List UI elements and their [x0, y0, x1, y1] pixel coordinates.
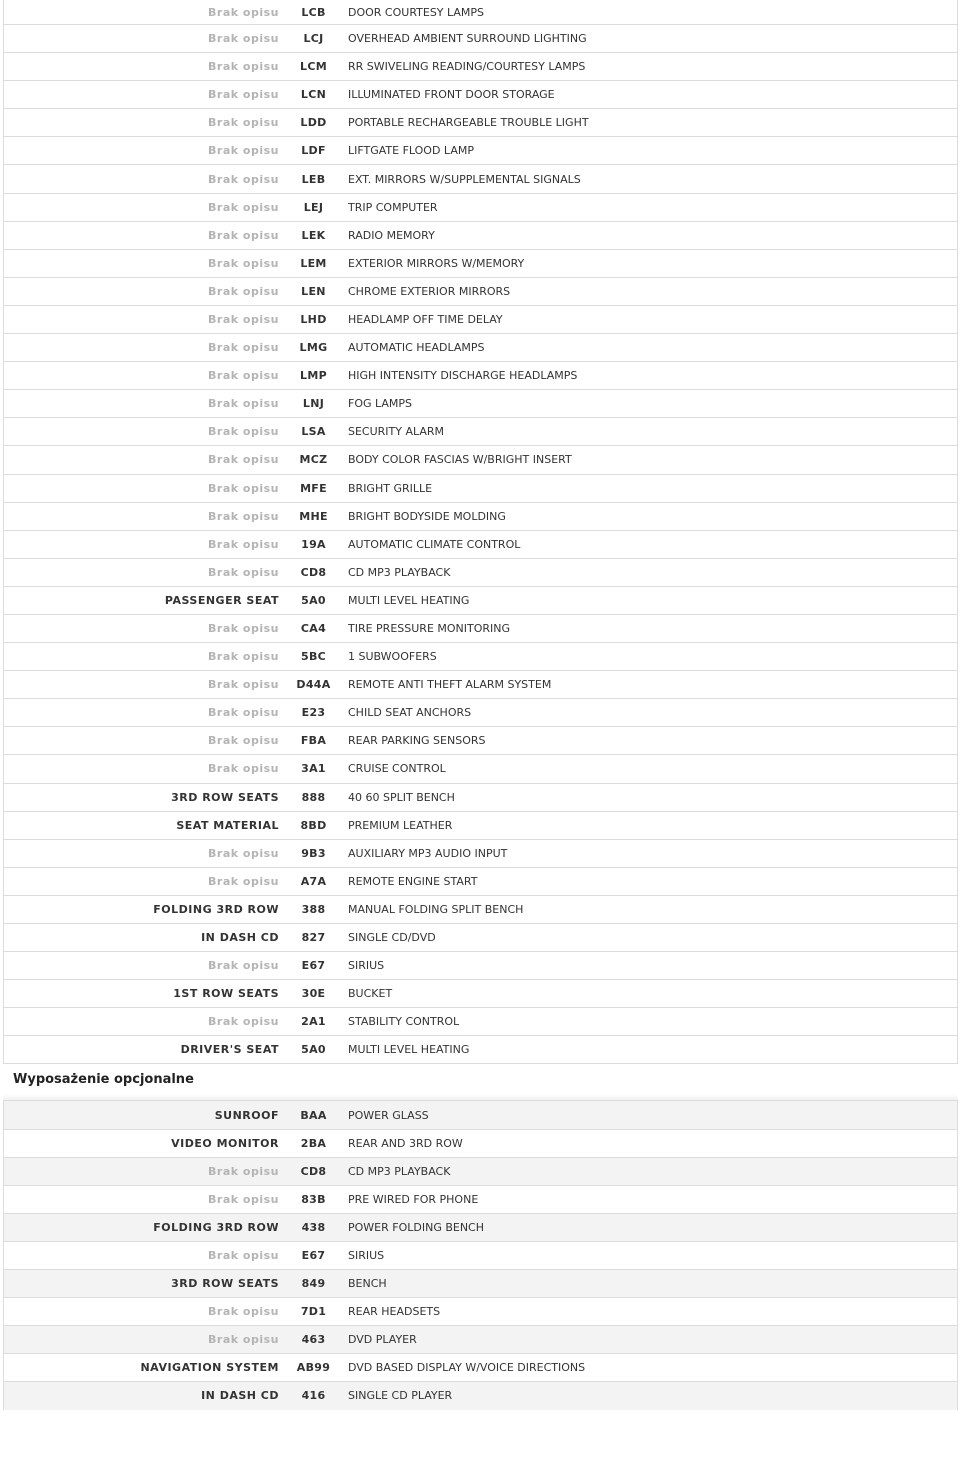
table-row	[4, 52, 957, 80]
option-code: A7A	[300, 874, 327, 888]
option-description: BENCH	[348, 1277, 387, 1291]
option-category: Brak opisu	[208, 32, 279, 46]
option-category: Brak opisu	[208, 846, 279, 860]
option-description: SECURITY ALARM	[348, 425, 445, 439]
option-category: FOLDING 3RD ROW	[153, 1220, 279, 1234]
option-code: LEN	[301, 284, 326, 298]
option-code: LDF	[301, 144, 326, 158]
option-code: LEM	[300, 256, 327, 270]
option-category: Brak opisu	[208, 959, 279, 973]
table-row	[4, 24, 957, 52]
option-code: 7D1	[300, 1305, 327, 1319]
option-description: REMOTE ANTI THEFT ALARM SYSTEM	[348, 678, 552, 692]
option-description: RADIO MEMORY	[348, 228, 435, 242]
option-category: SEAT MATERIAL	[176, 818, 279, 832]
table-row	[4, 642, 957, 670]
option-code: 849	[301, 1277, 326, 1291]
option-description: DOOR COURTESY LAMPS	[348, 5, 485, 19]
option-code: LEK	[301, 228, 326, 242]
table-row	[4, 249, 957, 277]
option-category: Brak opisu	[208, 256, 279, 270]
option-code: LDD	[300, 116, 327, 130]
option-category: Brak opisu	[208, 1164, 279, 1178]
table-row	[4, 1269, 957, 1297]
option-category: Brak opisu	[208, 312, 279, 326]
table-row	[4, 951, 957, 979]
option-code: CA4	[300, 622, 327, 636]
table-row	[4, 867, 957, 895]
option-code: 5BC	[300, 650, 326, 664]
option-category: Brak opisu	[208, 1305, 279, 1319]
table-row	[4, 783, 957, 811]
option-category: Brak opisu	[208, 537, 279, 551]
option-code: 416	[301, 1389, 326, 1403]
table-row	[4, 1241, 957, 1269]
option-category: Brak opisu	[208, 284, 279, 298]
option-category: 1ST ROW SEATS	[173, 987, 279, 1001]
option-code: LCB	[301, 5, 326, 19]
option-category: Brak opisu	[208, 1248, 279, 1262]
option-category: Brak opisu	[208, 116, 279, 130]
option-category: FOLDING 3RD ROW	[153, 902, 279, 916]
option-category: Brak opisu	[208, 678, 279, 692]
option-category: Brak opisu	[208, 706, 279, 720]
option-description: STABILITY CONTROL	[348, 1015, 460, 1029]
option-description: BRIGHT GRILLE	[348, 481, 433, 495]
option-code: 3A1	[301, 762, 326, 776]
option-category: NAVIGATION SYSTEM	[140, 1361, 279, 1375]
option-description: 40 60 SPLIT BENCH	[348, 790, 455, 804]
option-code: 30E	[301, 987, 326, 1001]
option-code: 8BD	[300, 818, 327, 832]
option-code: LSA	[301, 425, 326, 439]
option-code: LEJ	[303, 200, 324, 214]
option-description: HEADLAMP OFF TIME DELAY	[348, 312, 503, 326]
option-description: DVD PLAYER	[348, 1333, 417, 1347]
option-description: MANUAL FOLDING SPLIT BENCH	[348, 902, 524, 916]
option-code: LNJ	[302, 397, 325, 411]
option-description: EXT. MIRRORS W/SUPPLEMENTAL SIGNALS	[348, 172, 581, 186]
option-description: RR SWIVELING READING/COURTESY LAMPS	[348, 60, 586, 74]
option-description: POWER FOLDING BENCH	[348, 1220, 485, 1234]
table-row	[4, 530, 957, 558]
option-description: PREMIUM LEATHER	[348, 818, 453, 832]
option-category: Brak opisu	[208, 762, 279, 776]
option-category: IN DASH CD	[201, 1389, 279, 1403]
table-row	[4, 1297, 957, 1325]
option-category: Brak opisu	[208, 172, 279, 186]
option-category: Brak opisu	[208, 341, 279, 355]
option-category: Brak opisu	[208, 622, 279, 636]
option-description: 1 SUBWOOFERS	[348, 650, 437, 664]
option-category: Brak opisu	[208, 734, 279, 748]
table-row	[4, 754, 957, 782]
option-category: Brak opisu	[208, 425, 279, 439]
table-row	[4, 1100, 957, 1128]
option-description: SIRIUS	[348, 959, 385, 973]
table-row	[4, 586, 957, 614]
option-code: 5A0	[301, 1043, 326, 1057]
optional-equipment-title: Wyposażenie opcjonalne	[13, 1071, 194, 1087]
table-row	[4, 333, 957, 361]
option-description: REAR AND 3RD ROW	[348, 1136, 463, 1150]
option-code: E67	[301, 959, 326, 973]
option-description: BUCKET	[348, 987, 393, 1001]
option-description: CHROME EXTERIOR MIRRORS	[348, 284, 511, 298]
option-description: REAR HEADSETS	[348, 1305, 441, 1319]
option-category: Brak opisu	[208, 509, 279, 523]
option-category: VIDEO MONITOR	[171, 1136, 279, 1150]
table-row	[4, 277, 957, 305]
option-category: Brak opisu	[208, 144, 279, 158]
optional-equipment-table	[3, 1100, 958, 1409]
table-row	[4, 445, 957, 473]
option-category: Brak opisu	[208, 60, 279, 74]
option-code: BAA	[300, 1108, 327, 1122]
option-description: TIRE PRESSURE MONITORING	[348, 622, 511, 636]
table-row	[4, 417, 957, 445]
option-category: SUNROOF	[214, 1108, 279, 1122]
option-description: REAR PARKING SENSORS	[348, 734, 486, 748]
option-code: 388	[301, 902, 326, 916]
table-row	[4, 1157, 957, 1185]
option-code: FBA	[300, 734, 327, 748]
option-description: BODY COLOR FASCIAS W/BRIGHT INSERT	[348, 453, 572, 467]
option-code: MFE	[300, 481, 327, 495]
option-code: AB99	[296, 1361, 331, 1375]
table-row	[4, 361, 957, 389]
option-description: AUTOMATIC HEADLAMPS	[348, 341, 485, 355]
option-description: DVD BASED DISPLAY W/VOICE DIRECTIONS	[348, 1361, 586, 1375]
option-description: SINGLE CD/DVD	[348, 931, 436, 945]
option-category: Brak opisu	[208, 1333, 279, 1347]
table-row	[4, 502, 957, 530]
table-row	[4, 1353, 957, 1381]
table-row	[4, 193, 957, 221]
table-row	[4, 614, 957, 642]
option-code: LHD	[300, 312, 327, 326]
table-row	[4, 1035, 957, 1063]
option-category: Brak opisu	[208, 200, 279, 214]
option-description: PORTABLE RECHARGEABLE TROUBLE LIGHT	[348, 116, 589, 130]
option-code: 83B	[301, 1192, 326, 1206]
option-description: BRIGHT BODYSIDE MOLDING	[348, 509, 506, 523]
option-description: CHILD SEAT ANCHORS	[348, 706, 472, 720]
table-row	[4, 305, 957, 333]
option-code: 9B3	[301, 846, 326, 860]
option-category: Brak opisu	[208, 369, 279, 383]
table-row	[4, 0, 957, 24]
option-code: LCJ	[303, 32, 324, 46]
table-row	[4, 108, 957, 136]
table-row	[4, 136, 957, 164]
option-category: DRIVER'S SEAT	[180, 1043, 279, 1057]
option-code: LCM	[300, 60, 327, 74]
option-code: 19A	[301, 537, 326, 551]
table-row	[4, 1129, 957, 1157]
option-description: AUXILIARY MP3 AUDIO INPUT	[348, 846, 508, 860]
table-row	[4, 1007, 957, 1035]
option-category: IN DASH CD	[201, 931, 279, 945]
option-code: E23	[301, 706, 326, 720]
option-category: Brak opisu	[208, 1015, 279, 1029]
option-description: ILLUMINATED FRONT DOOR STORAGE	[348, 88, 555, 102]
option-code: 463	[301, 1333, 326, 1347]
option-category: Brak opisu	[208, 397, 279, 411]
table-row	[4, 923, 957, 951]
option-category: Brak opisu	[208, 5, 279, 19]
option-code: 888	[301, 790, 326, 804]
option-code: CD8	[300, 1164, 327, 1178]
table-row	[4, 895, 957, 923]
option-description: EXTERIOR MIRRORS W/MEMORY	[348, 256, 525, 270]
option-code: LMP	[300, 369, 327, 383]
option-category: Brak opisu	[208, 1192, 279, 1206]
option-code: LCN	[300, 88, 327, 102]
option-category: PASSENGER SEAT	[164, 593, 279, 607]
table-row	[4, 1185, 957, 1213]
option-description: AUTOMATIC CLIMATE CONTROL	[348, 537, 521, 551]
option-description: OVERHEAD AMBIENT SURROUND LIGHTING	[348, 32, 587, 46]
option-description: MULTI LEVEL HEATING	[348, 593, 470, 607]
option-code: E67	[301, 1248, 326, 1262]
table-row	[4, 558, 957, 586]
option-code: LMG	[299, 341, 328, 355]
option-category: Brak opisu	[208, 453, 279, 467]
option-description: LIFTGATE FLOOD LAMP	[348, 144, 474, 158]
table-row	[4, 811, 957, 839]
option-description: SIRIUS	[348, 1248, 385, 1262]
table-row	[4, 1213, 957, 1241]
table-row	[4, 698, 957, 726]
table-row	[4, 1325, 957, 1353]
option-description: HIGH INTENSITY DISCHARGE HEADLAMPS	[348, 369, 578, 383]
option-code: 5A0	[301, 593, 326, 607]
option-category: 3RD ROW SEATS	[171, 790, 279, 804]
table-row	[4, 839, 957, 867]
option-description: MULTI LEVEL HEATING	[348, 1043, 470, 1057]
option-category: 3RD ROW SEATS	[171, 1277, 279, 1291]
option-description: CRUISE CONTROL	[348, 762, 446, 776]
option-category: Brak opisu	[208, 88, 279, 102]
option-description: CD MP3 PLAYBACK	[348, 565, 451, 579]
standard-equipment-table	[3, 0, 958, 1063]
table-row	[4, 389, 957, 417]
option-code: CD8	[300, 565, 327, 579]
option-code: LEB	[301, 172, 326, 186]
option-code: 827	[301, 931, 326, 945]
table-row	[4, 979, 957, 1007]
option-description: REMOTE ENGINE START	[348, 874, 478, 888]
table-row	[4, 670, 957, 698]
optional-equipment-heading	[3, 1063, 958, 1094]
table-row	[4, 474, 957, 502]
table-row	[4, 221, 957, 249]
option-description: CD MP3 PLAYBACK	[348, 1164, 451, 1178]
option-category: Brak opisu	[208, 565, 279, 579]
table-row	[4, 726, 957, 754]
option-code: MCZ	[299, 453, 328, 467]
option-code: 2A1	[301, 1015, 326, 1029]
option-category: Brak opisu	[208, 228, 279, 242]
option-code: 438	[301, 1220, 326, 1234]
option-category: Brak opisu	[208, 874, 279, 888]
option-description: SINGLE CD PLAYER	[348, 1389, 453, 1403]
option-description: POWER GLASS	[348, 1108, 429, 1122]
option-code: D44A	[296, 678, 331, 692]
table-row	[4, 80, 957, 108]
table-row	[4, 164, 957, 192]
option-description: PRE WIRED FOR PHONE	[348, 1192, 479, 1206]
option-description: FOG LAMPS	[348, 397, 413, 411]
option-description: TRIP COMPUTER	[348, 200, 438, 214]
option-category: Brak opisu	[208, 481, 279, 495]
option-code: 2BA	[300, 1136, 327, 1150]
option-category: Brak opisu	[208, 650, 279, 664]
option-code: MHE	[299, 509, 328, 523]
table-row	[4, 1381, 957, 1409]
